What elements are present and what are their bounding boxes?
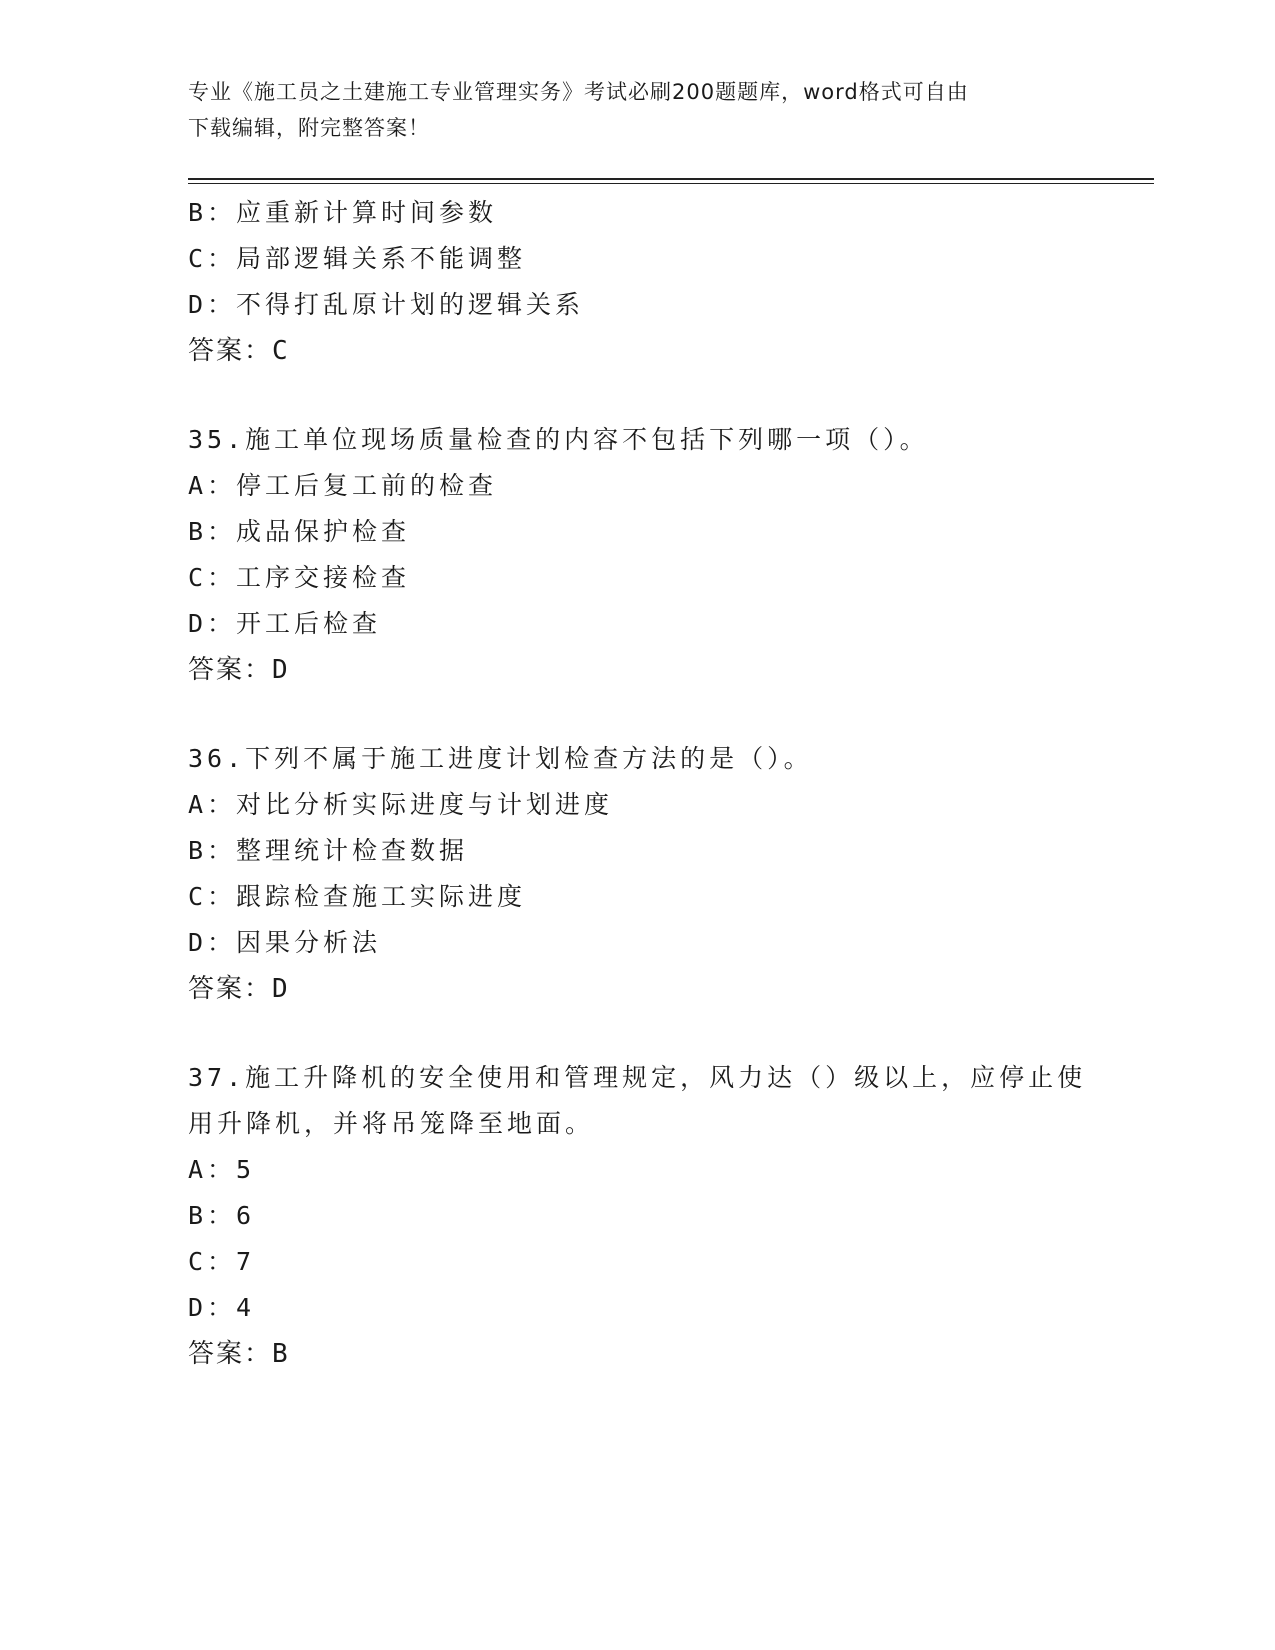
- answer-label: 答案：: [188, 1339, 273, 1369]
- option-b: B：整理统计检查数据: [188, 836, 469, 865]
- answer-label: 答案：: [188, 336, 273, 366]
- option-a: A：对比分析实际进度与计划进度: [188, 790, 614, 819]
- question-37: [188, 1055, 1088, 1377]
- option-b: B：成品保护检查: [188, 517, 411, 546]
- answer-label: 答案：: [188, 974, 273, 1004]
- question-stem: 36.下列不属于施工进度计划检查方法的是（）。: [188, 744, 813, 773]
- answer-value: D: [272, 655, 290, 685]
- answer-label: 答案：: [188, 655, 273, 685]
- option-c: C：局部逻辑关系不能调整: [188, 244, 527, 273]
- answer-line: [188, 647, 1088, 693]
- option-d: D：不得打乱原计划的逻辑关系: [188, 290, 585, 319]
- answer-value: D: [272, 974, 290, 1004]
- question-36: [188, 736, 1088, 1012]
- question-content: [188, 190, 1088, 1377]
- question-34-tail: [188, 190, 1088, 374]
- answer-line: [188, 1331, 1088, 1377]
- option-c: C：跟踪检查施工实际进度: [188, 882, 527, 911]
- option-c: C：7: [188, 1247, 256, 1276]
- option-d: D：因果分析法: [188, 928, 382, 957]
- option-b: B：应重新计算时间参数: [188, 198, 498, 227]
- header-line-2: 下载编辑，附完整答案！: [188, 116, 430, 140]
- question-stem-line-2: 用升降机，并将吊笼降至地面。: [188, 1109, 595, 1138]
- answer-value: B: [272, 1339, 290, 1369]
- option-d: D：4: [188, 1293, 256, 1322]
- question-stem: 35.施工单位现场质量检查的内容不包括下列哪一项（）。: [188, 425, 929, 454]
- option-a: A：停工后复工前的检查: [188, 471, 498, 500]
- answer-line: [188, 966, 1088, 1012]
- option-a: A：5: [188, 1155, 256, 1184]
- header-divider-thick: [188, 178, 1154, 180]
- question-stem-line-1: 37.施工升降机的安全使用和管理规定，风力达（）级以上，应停止使: [188, 1063, 1087, 1092]
- option-d: D：开工后检查: [188, 609, 382, 638]
- option-c: C：工序交接检查: [188, 563, 411, 592]
- header-divider-thin: [188, 183, 1154, 184]
- document-header: [188, 74, 1068, 146]
- header-line-1: 专业《施工员之土建施工专业管理实务》考试必刷200题题库，word格式可自由: [188, 80, 969, 104]
- question-35: [188, 417, 1088, 693]
- answer-value: C: [272, 336, 290, 366]
- option-b: B：6: [188, 1201, 256, 1230]
- answer-line: [188, 328, 1088, 374]
